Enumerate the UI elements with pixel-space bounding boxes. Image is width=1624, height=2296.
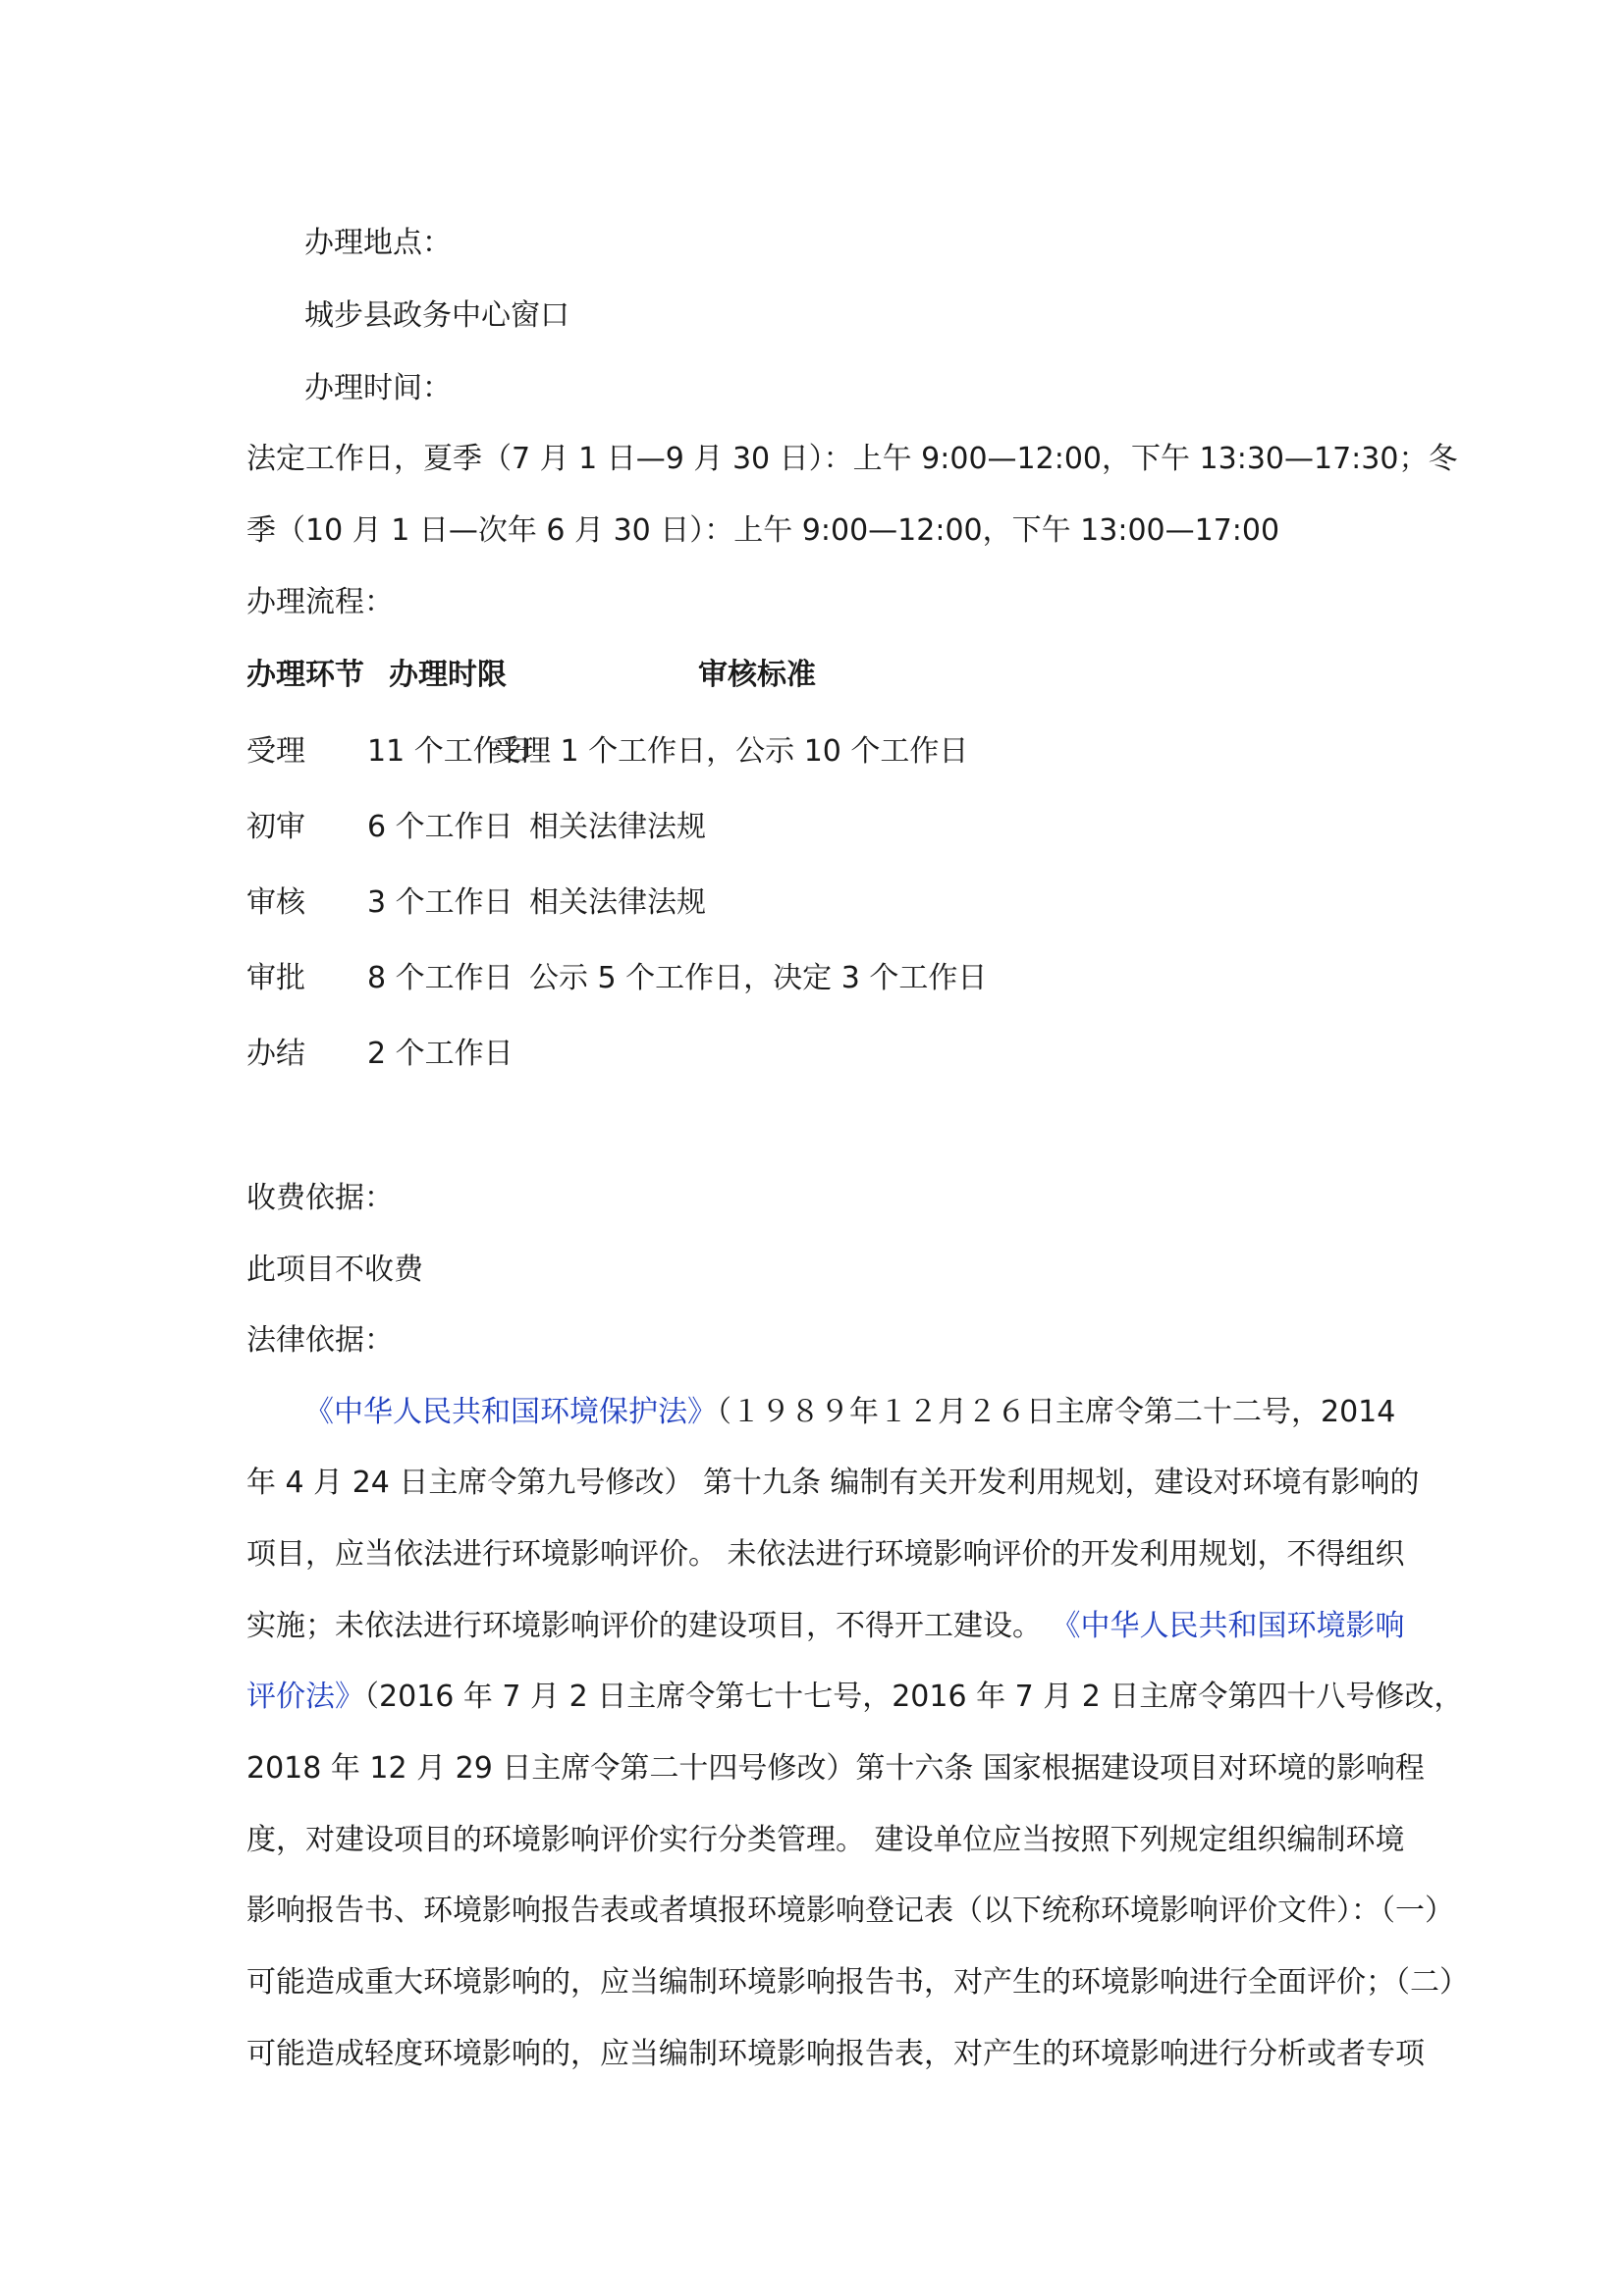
law-link-eia-part-a[interactable]: 《中华人民共和国环境影响: [1051, 1609, 1405, 1643]
legal-line-6: 2018 年 12 月 29 日主席令第二十四号修改）第十六条 国家根据建设项目对环境的影响程: [246, 1751, 1425, 1786]
row-stage: 初审: [246, 810, 305, 844]
row-stage: 受理: [246, 734, 305, 769]
hours-label: 办理时间：: [304, 371, 452, 405]
law-link-environmental-protection[interactable]: 《中华人民共和国环境保护法》: [304, 1395, 717, 1429]
fee-label: 收费依据：: [246, 1181, 394, 1215]
row-stage: 审批: [246, 961, 305, 995]
legal-line-2: 年 4 月 24 日主席令第九号修改） 第十九条 编制有关开发利用规划，建设对环境有影响的: [246, 1466, 1420, 1500]
legal-line-3: 项目，应当依法进行环境影响评价。 未依法进行环境影响评价的开发利用规划，不得组织: [246, 1537, 1405, 1572]
row-limit: 11 个工作日: [367, 734, 532, 769]
hours-line-1: 法定工作日，夏季（7 月 1 日—9 月 30 日）：上午 9:00—12:00，下午 13:30—17:30；冬: [246, 442, 1458, 476]
legal-line-7: 度，对建设项目的环境影响评价实行分类管理。 建设单位应当按照下列规定组织编制环境: [246, 1823, 1405, 1857]
row-limit: 2 个工作日: [367, 1037, 514, 1071]
row-limit: 6 个工作日: [367, 810, 514, 844]
row-standard: 相关法律法规: [529, 810, 706, 844]
legal-line-1: [304, 1393, 1483, 1432]
legal-line-10: 可能造成轻度环境影响的，应当编制环境影响报告表，对产生的环境影响进行分析或者专项: [246, 2037, 1425, 2071]
row-limit: 3 个工作日: [367, 885, 514, 920]
legal-line-4: [246, 1607, 1425, 1646]
process-label: 办理流程：: [246, 585, 394, 619]
hours-line-2: 季（10 月 1 日—次年 6 月 30 日）：上午 9:00—12:00，下午 13:00—17:00: [246, 513, 1280, 548]
header-limit: 办理时限: [389, 658, 507, 692]
location-value: 城步县政务中心窗口: [304, 298, 569, 333]
row-standard: 受理 1 个工作日，公示 10 个工作日: [492, 734, 969, 769]
row-stage: 办结: [246, 1037, 305, 1071]
legal-line-4-text: 实施；未依法进行环境影响评价的建设项目，不得开工建设。: [246, 1609, 1052, 1643]
header-stage: 办理环节: [246, 658, 364, 692]
header-standard: 审核标准: [698, 658, 816, 692]
legal-line-8: 影响报告书、环境影响报告表或者填报环境影响登记表（以下统称环境影响评价文件）：（一）: [246, 1894, 1454, 1928]
row-limit: 8 个工作日: [367, 961, 514, 995]
location-label: 办理地点：: [304, 226, 452, 260]
row-standard: 相关法律法规: [529, 885, 706, 920]
legal-line-5-text: （2016 年 7 月 2 日主席令第七十七号，2016 年 7 月 2 日主席令第四十八号修改，: [364, 1680, 1464, 1714]
row-standard: 公示 5 个工作日，决定 3 个工作日: [529, 961, 988, 995]
legal-line-9: 可能造成重大环境影响的，应当编制环境影响报告书，对产生的环境影响进行全面评价；（二）: [246, 1965, 1469, 2000]
legal-label: 法律依据：: [246, 1323, 394, 1358]
row-stage: 审核: [246, 885, 305, 920]
legal-line-1-text: （１９８９年１２月２６日主席令第二十二号，2014: [717, 1395, 1396, 1429]
law-link-eia-part-b[interactable]: 评价法》: [246, 1680, 364, 1714]
fee-value: 此项目不收费: [246, 1253, 423, 1287]
legal-line-5: [246, 1678, 1464, 1717]
